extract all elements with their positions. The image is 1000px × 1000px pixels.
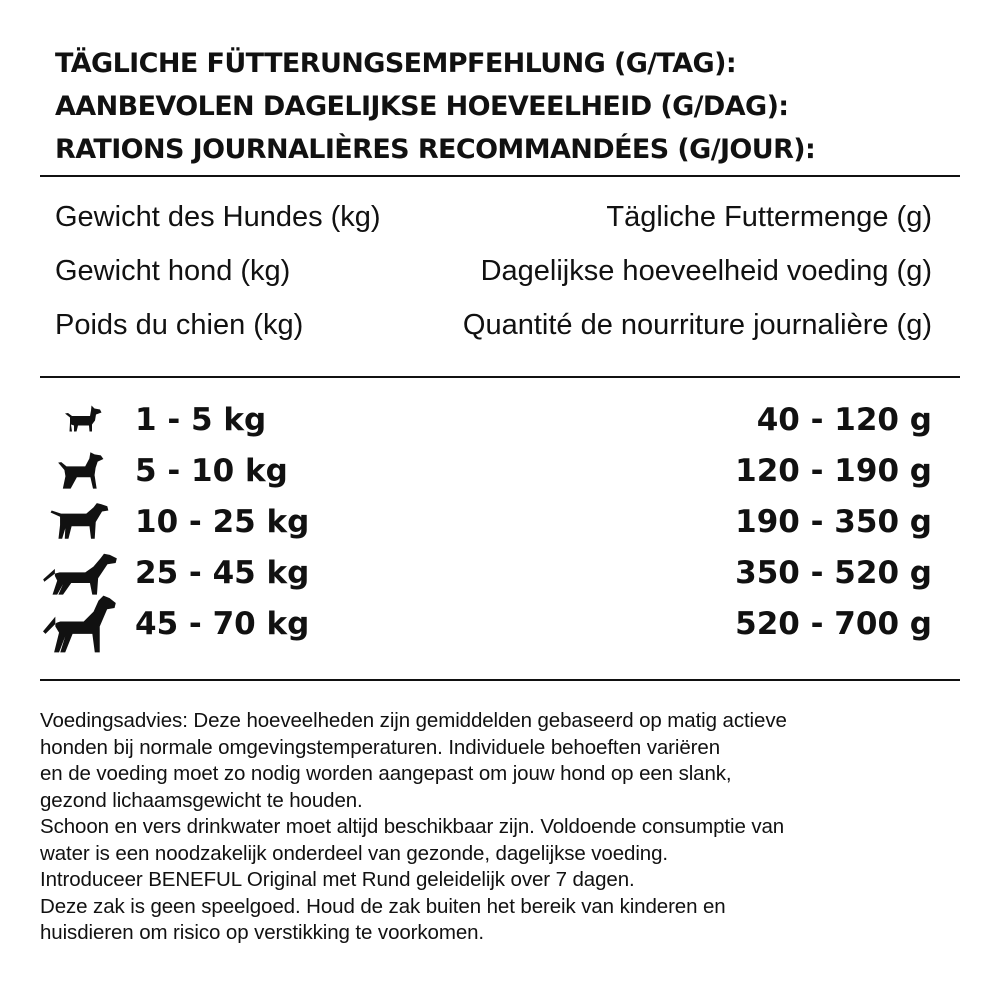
table-row (40, 445, 932, 497)
notes-line: gezond lichaamsgewicht te houden. (40, 788, 363, 812)
extra-large-dog-icon (40, 598, 120, 650)
header-amount-label: Quantité de nourriture journalière (g) (462, 308, 932, 341)
notes-line: Deze zak is geen speelgoed. Houd de zak buiten het bereik van kinderen en (40, 894, 726, 918)
header-amount-label: Tägliche Futtermenge (g) (606, 200, 932, 233)
table-header-row-dutch (55, 244, 932, 298)
small-medium-dog-icon (40, 445, 120, 497)
medium-dog-icon (40, 496, 120, 548)
table-header-row-german (55, 190, 932, 244)
weight-range: 25 - 45 kg (135, 555, 310, 591)
title-block (55, 42, 975, 171)
title-german: TÄGLICHE FÜTTERUNGSEMPFEHLUNG (G/TAG): (55, 48, 737, 79)
weight-range: 1 - 5 kg (135, 402, 267, 438)
header-amount-label: Dagelijkse hoeveelheid voeding (g) (480, 254, 932, 287)
table-header-row-french (55, 298, 932, 352)
table-row (40, 547, 932, 599)
title-french: RATIONS JOURNALIÈRES RECOMMANDÉES (G/JOUR): (55, 134, 816, 165)
daily-amount: 350 - 520 g (735, 555, 932, 591)
notes-line: Schoon en vers drinkwater moet altijd beschikbaar zijn. Voldoende consumptie van (40, 815, 785, 838)
weight-range: 5 - 10 kg (135, 453, 288, 489)
header-weight-label: Poids du chien (kg) (55, 308, 304, 341)
weight-range: 10 - 25 kg (135, 504, 310, 540)
daily-amount: 120 - 190 g (735, 453, 932, 489)
divider-middle (40, 376, 960, 378)
notes-line: huisdieren om risico op verstikking te voorkomen. (40, 921, 485, 944)
feeding-notes (40, 708, 970, 947)
notes-line: honden bij normale omgevingstemperaturen. Individuele behoeften variëren (40, 735, 720, 759)
header-weight-label: Gewicht hond (kg) (55, 254, 291, 287)
notes-line: en de voeding moet zo nodig worden aangepast om jouw hond op een slank, (40, 762, 732, 785)
daily-amount: 190 - 350 g (735, 504, 932, 540)
header-weight-label: Gewicht des Hundes (kg) (55, 200, 381, 233)
small-dog-icon (40, 394, 120, 446)
table-row (40, 598, 932, 650)
daily-amount: 40 - 120 g (756, 402, 932, 438)
title-dutch: AANBEVOLEN DAGELIJKSE HOEVEELHEID (G/DAG): (55, 91, 789, 122)
table-row (40, 394, 932, 446)
notes-line: water is een noodzakelijk onderdeel van gezonde, dagelijkse voeding. (40, 841, 668, 865)
table-row (40, 496, 932, 548)
weight-range: 45 - 70 kg (135, 606, 310, 642)
daily-amount: 520 - 700 g (735, 606, 932, 642)
large-dog-icon (40, 547, 120, 599)
notes-line: Introduceer BENEFUL Original met Rund geleidelijk over 7 dagen. (40, 868, 635, 891)
divider-top (40, 175, 960, 177)
divider-bottom (40, 679, 960, 681)
notes-line: Voedingsadvies: Deze hoeveelheden zijn gemiddelden gebaseerd op matig actieve (40, 709, 787, 732)
